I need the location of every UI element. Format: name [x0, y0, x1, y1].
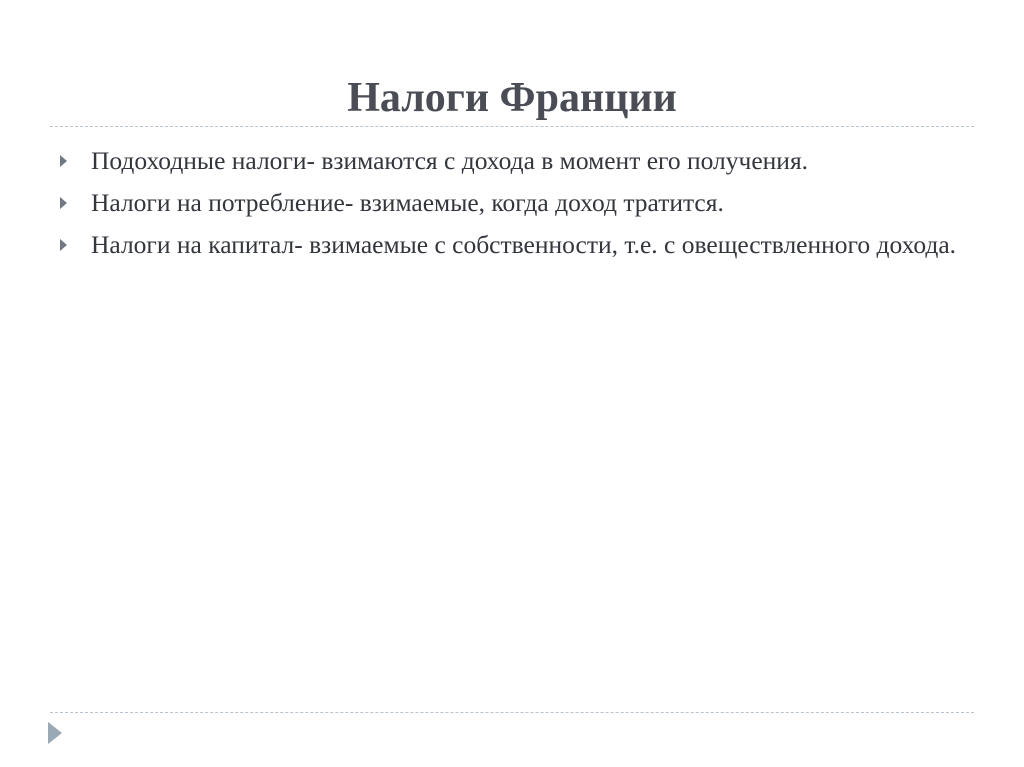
bullet-item	[58, 142, 988, 180]
slide-title: Налоги Франции	[347, 75, 677, 121]
footer-divider	[50, 712, 974, 713]
triangle-right-icon	[60, 197, 67, 209]
bullet-text: Налоги на потребление- взимаемые, когда доход тратится.	[91, 188, 724, 217]
next-slide-icon[interactable]	[48, 722, 62, 744]
triangle-right-icon	[60, 155, 67, 167]
bullet-item	[58, 226, 988, 264]
bullet-item	[58, 184, 988, 222]
triangle-right-icon	[60, 239, 67, 251]
bullet-text: Налоги на капитал- взимаемые с собственности, т.е. с овеществленного дохода.	[91, 230, 957, 259]
bullet-text: Подоходные налоги- взимаются с дохода в момент его получения.	[91, 146, 809, 175]
title-divider	[50, 126, 974, 127]
bullet-list	[58, 142, 988, 268]
